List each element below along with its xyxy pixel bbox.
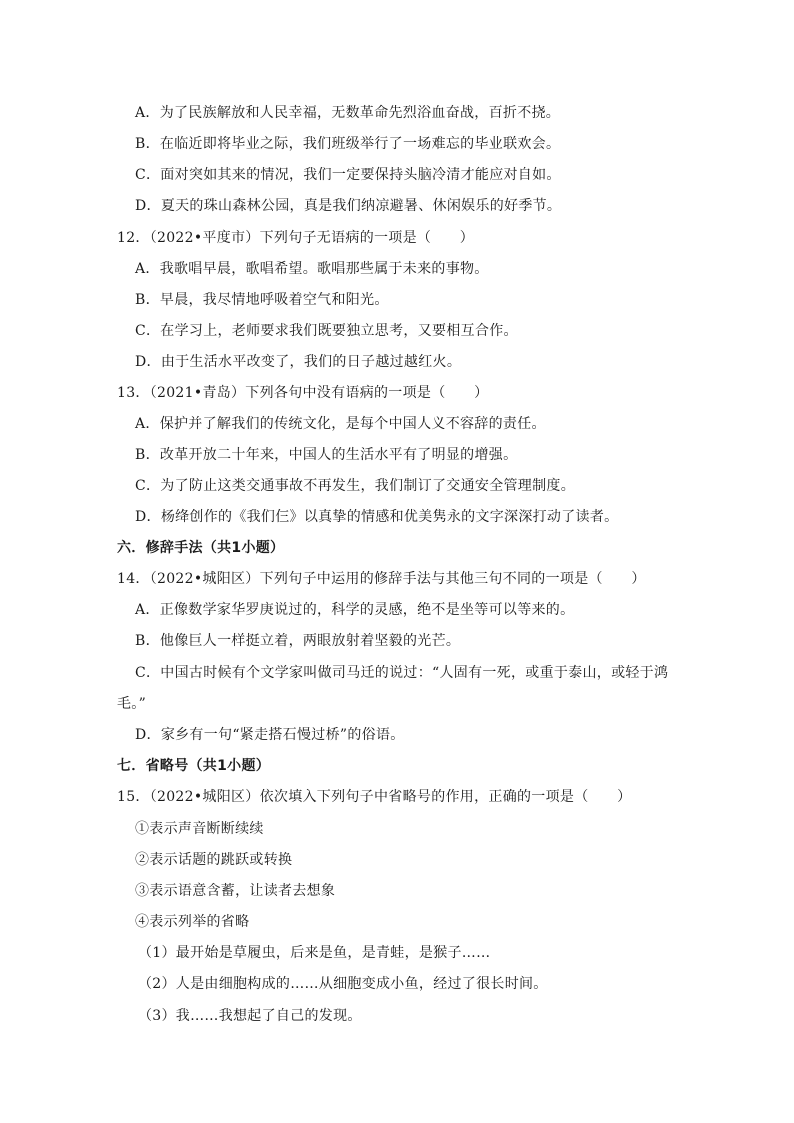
section-heading-rhetoric: 六．修辞手法（共1小题） [117, 540, 285, 556]
q13-option-d: D．杨绛创作的《我们仨》以真挚的情感和优美隽永的文字深深打动了读者。 [135, 509, 619, 525]
q15-sentence-1: （1）最开始是草履虫，后来是鱼，是青蛙，是猴子…… [138, 945, 491, 961]
q15-sentence-3: （3）我……我想起了自己的发现。 [138, 1008, 362, 1024]
q12-option-b: B．早晨，我尽情地呼吸着空气和阳光。 [135, 292, 389, 308]
q14-option-d: D．家乡有一句“紧走搭石慢过桥”的俗语。 [135, 727, 405, 743]
q14-option-c: C．中国古时候有个文学家叫做司马迁的说过：“人固有一死，或重于泰山，或轻于鸿 [135, 665, 669, 681]
q11-option-b: B．在临近即将毕业之际，我们班级举行了一场难忘的毕业联欢会。 [135, 136, 561, 152]
q11-option-a: A．为了民族解放和人民幸福，无数革命先烈浴血奋战，百折不挠。 [135, 105, 561, 121]
q14-option-a: A．正像数学家华罗庚说过的，科学的灵感，绝不是坐等可以等来的。 [135, 602, 575, 618]
q11-option-c: C．面对突如其来的情况，我们一定要保持头脑冷清才能应对自如。 [135, 167, 561, 183]
q11-option-d: D．夏天的珠山森林公园，真是我们纳凉避暑、休闲娱乐的好季节。 [135, 198, 562, 214]
q15-sentence-2: （2）人是由细胞构成的……从细胞变成小鱼，经过了很长时间。 [138, 976, 548, 992]
q15-use-1: ①表示声音断断续续 [135, 821, 264, 837]
q14-option-c-continued: 毛。” [117, 696, 147, 712]
q12-option-d: D．由于生活水平改变了，我们的日子越过越红火。 [135, 354, 462, 370]
q15-stem: 15．（2022•城阳区）依次填入下列句子中省略号的作用，正确的一项是（ ） [117, 789, 632, 805]
q15-use-3: ③表示语意含蓄，让读者去想象 [135, 883, 336, 899]
q13-option-c: C．为了防止这类交通事故不再发生，我们制订了交通安全管理制度。 [135, 478, 576, 494]
q13-stem: 13．（2021•青岛）下列各句中没有语病的一项是（ ） [117, 385, 489, 401]
q13-option-b: B．改革开放二十年来，中国人的生活水平有了明显的增强。 [135, 447, 518, 463]
q14-stem: 14．（2022•城阳区）下列句子中运用的修辞手法与其他三句不同的一项是（ ） [117, 571, 646, 587]
q14-option-b: B．他像巨人一样挺立着，两眼放射着坚毅的光芒。 [135, 633, 461, 649]
q12-option-a: A．我歌唱早晨，歌唱希望。歌唱那些属于未来的事物。 [135, 261, 489, 277]
q15-use-4: ④表示列举的省略 [135, 914, 250, 930]
q13-option-a: A．保护并了解我们的传统文化，是每个中国人义不容辞的责任。 [135, 416, 546, 432]
q15-use-2: ②表示话题的跳跃或转换 [135, 852, 293, 868]
q12-option-c: C．在学习上，老师要求我们既要独立思考，又要相互合作。 [135, 323, 518, 339]
q12-stem: 12．（2022•平度市）下列句子无语病的一项是（ ） [117, 230, 475, 246]
section-heading-ellipsis: 七．省略号（共1小题） [117, 758, 271, 774]
